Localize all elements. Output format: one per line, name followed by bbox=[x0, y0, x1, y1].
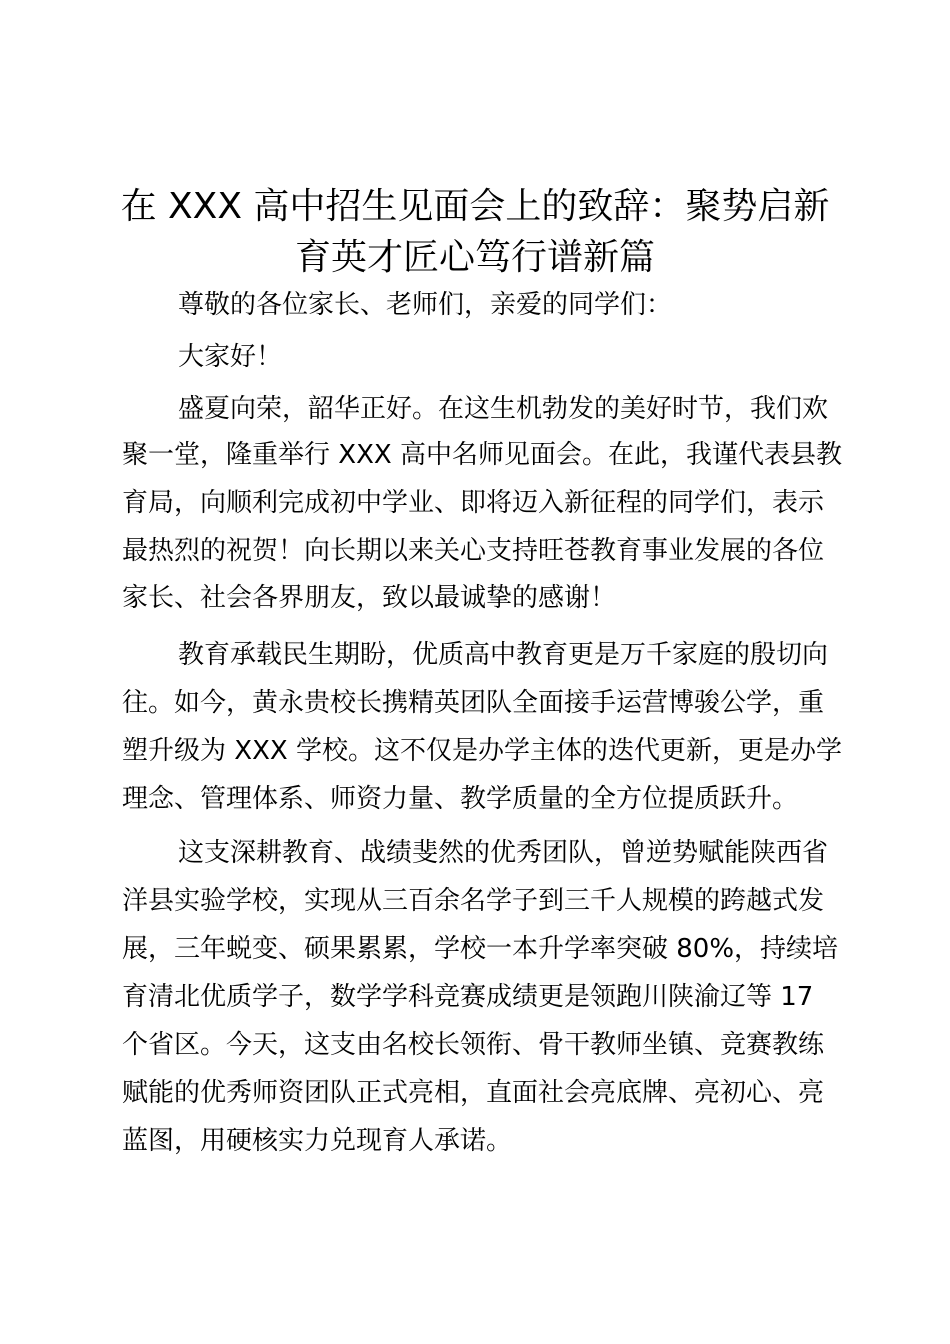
title-line-1: 在 XXX 高中招生见面会上的致辞：聚势启新 bbox=[120, 186, 830, 227]
paragraph-2-line-4: 理念、管理体系、师资力量、教学质量的全方位提质跃升。 bbox=[122, 784, 799, 814]
paragraph-3-line-4: 育清北优质学子，数学学科竞赛成绩更是领跑川陕渝辽等 17 bbox=[122, 982, 814, 1012]
paragraph-1-line-3: 育局，向顺利完成初中学业、即将迈入新征程的同学们，表示 bbox=[122, 488, 825, 518]
paragraph-3-line-5: 个省区。今天，这支由名校长领衔、骨干教师坐镇、竞赛教练 bbox=[122, 1030, 825, 1060]
paragraph-3-line-2: 洋县实验学校，实现从三百余名学子到三千人规模的跨越式发 bbox=[122, 886, 825, 916]
paragraph-2-line-1: 教育承载民生期盼，优质高中教育更是万千家庭的殷切向 bbox=[178, 640, 829, 670]
paragraph-1-line-4: 最热烈的祝贺！向长期以来关心支持旺苍教育事业发展的各位 bbox=[122, 536, 825, 566]
paragraph-2-line-3: 塑升级为 XXX 学校。这不仅是办学主体的迭代更新，更是办学 bbox=[122, 736, 842, 766]
paragraph-1-line-2: 聚一堂，隆重举行 XXX 高中名师见面会。在此，我谨代表县教 bbox=[122, 440, 842, 470]
paragraph-1-line-1: 盛夏向荣，韶华正好。在这生机勃发的美好时节，我们欢 bbox=[178, 394, 829, 424]
paragraph-1-line-5: 家长、社会各界朋友，致以最诚挚的感谢！ bbox=[122, 583, 617, 613]
paragraph-3-line-1: 这支深耕教育、战绩斐然的优秀团队，曾逆势赋能陕西省 bbox=[178, 838, 829, 868]
paragraph-2-line-2: 往。如今，黄永贵校长携精英团队全面接手运营博骏公学，重 bbox=[122, 688, 825, 718]
greeting: 大家好！ bbox=[178, 342, 283, 372]
salutation: 尊敬的各位家长、老师们，亲爱的同学们： bbox=[178, 290, 673, 320]
document-title bbox=[120, 181, 830, 283]
paragraph-3-line-7: 蓝图，用硬核实力兑现育人承诺。 bbox=[122, 1126, 513, 1156]
paragraph-3-line-3: 展，三年蜕变、硕果累累，学校一本升学率突破 80%，持续培 bbox=[122, 934, 839, 964]
title-line-2: 育英才匠心笃行谱新篇 bbox=[294, 237, 655, 278]
paragraph-3-line-6: 赋能的优秀师资团队正式亮相，直面社会亮底牌、亮初心、亮 bbox=[122, 1078, 825, 1108]
